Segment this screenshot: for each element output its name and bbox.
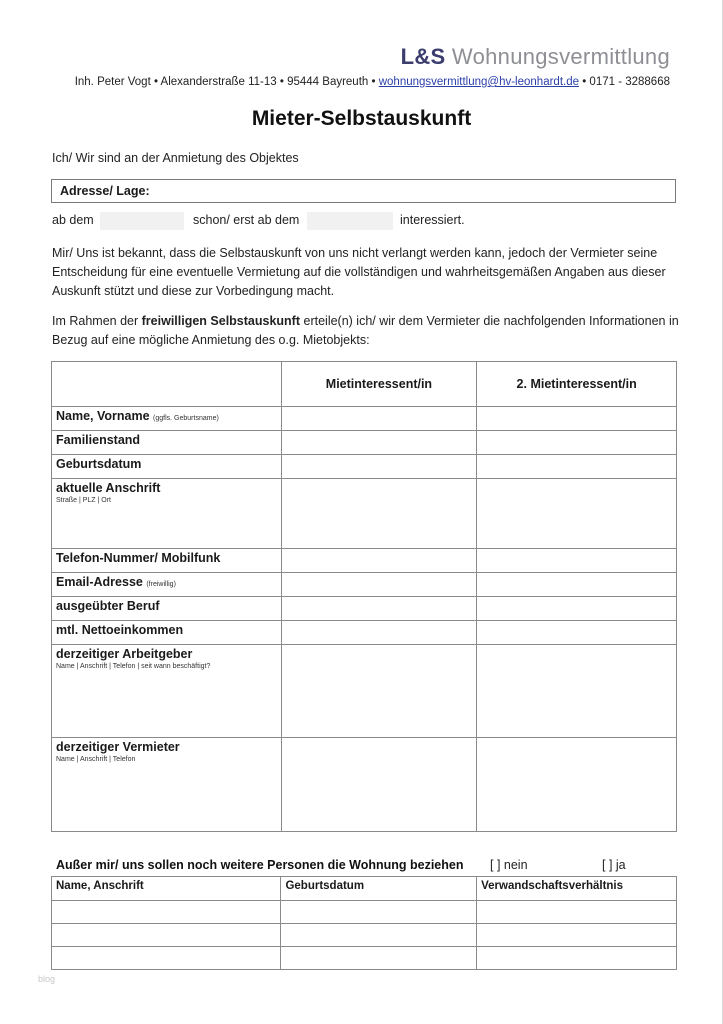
row-label-text: Telefon-Nummer/ Mobilfunk (56, 551, 221, 565)
applicant-2-telefon-cell[interactable] (477, 549, 677, 573)
paragraph2-bold: freiwilligen Selbstauskunft (141, 314, 301, 328)
paragraph-line-1: Mir/ Uns ist bekannt, dass die Selbstauskunft von uns nicht verlangt werden kann, jedoch der Vermieter seine (52, 246, 658, 260)
alt-date-field[interactable] (307, 212, 393, 230)
row-label-text: Familienstand (56, 433, 141, 447)
row-label-note: (ggfls. Geburtsname) (153, 415, 219, 422)
address-field[interactable] (51, 179, 676, 203)
logo-name: Wohnungsvermittlung (451, 44, 670, 69)
row-label-email (52, 573, 282, 597)
table-row (52, 738, 677, 832)
person-birthdate-cell[interactable] (281, 924, 477, 947)
applicant-1-einkommen-cell[interactable] (281, 621, 477, 645)
applicant-2-geburtsdatum-cell[interactable] (477, 455, 677, 479)
table-row (52, 479, 677, 549)
applicant-2-email-cell[interactable] (477, 573, 677, 597)
table-row (52, 573, 677, 597)
table-row (52, 621, 677, 645)
table-row (52, 901, 677, 924)
option-yes-checkbox[interactable]: [ ] ja (602, 858, 626, 872)
table-row (52, 645, 677, 738)
col-header-geburtsdatum: Geburtsdatum (281, 877, 477, 901)
logo-brand: L&S (400, 44, 446, 69)
table-header-row (52, 362, 677, 407)
applicant-1-name-cell[interactable] (281, 407, 477, 431)
person-relation-cell[interactable] (477, 924, 677, 947)
person-birthdate-cell[interactable] (281, 901, 477, 924)
address-label: Adresse/ Lage: (60, 184, 150, 198)
row-label-text: Email-Adresse (56, 575, 143, 589)
paragraph2-post: erteile(n) ich/ wir dem Vermieter die nachfolgenden Informationen in (303, 314, 679, 328)
paragraph2-line-1 (52, 311, 679, 331)
row-label-familienstand (52, 431, 282, 455)
table-row (52, 455, 677, 479)
person-name-cell[interactable] (52, 924, 281, 947)
more-persons-question: Außer mir/ uns sollen noch weitere Personen die Wohnung beziehen (56, 858, 464, 872)
applicant-table (51, 361, 677, 832)
table-row (52, 947, 677, 970)
person-birthdate-cell[interactable] (281, 947, 477, 970)
applicant-1-beruf-cell[interactable] (281, 597, 477, 621)
row-label-anschrift (52, 479, 282, 549)
row-label-text: derzeitiger Arbeitgeber (56, 647, 193, 661)
person-name-cell[interactable] (52, 947, 281, 970)
applicant-1-telefon-cell[interactable] (281, 549, 477, 573)
row-label-arbeitgeber (52, 645, 282, 738)
table-row (52, 924, 677, 947)
contact-suffix: • 0171 - 3288668 (582, 76, 670, 88)
person-relation-cell[interactable] (477, 901, 677, 924)
applicant-2-vermieter-cell[interactable] (477, 738, 677, 832)
page-title: Mieter-Selbstauskunft (251, 107, 472, 130)
row-label-text: ausgeübter Beruf (56, 599, 160, 613)
applicant-2-einkommen-cell[interactable] (477, 621, 677, 645)
email-link[interactable]: wohnungsvermittlung@hv-leonhardt.de (378, 76, 579, 88)
col-header-applicant-2: 2. Mietinteressent/in (477, 362, 677, 407)
watermark: blog (38, 974, 56, 984)
row-label-geburtsdatum (52, 455, 282, 479)
date-line-ab-dem: ab dem (52, 213, 94, 227)
row-label-text: Geburtsdatum (56, 457, 142, 471)
applicant-2-anschrift-cell[interactable] (477, 479, 677, 549)
row-label-telefon (52, 549, 282, 573)
company-logo (401, 44, 670, 70)
row-label-text: mtl. Nettoeinkommen (56, 623, 184, 637)
paragraph-line-2: Entscheidung für eine eventuelle Vermietung auf die vollständigen und wahrheitsgemäßen Angaben aus dieser (52, 265, 666, 279)
applicant-1-arbeitgeber-cell[interactable] (281, 645, 477, 738)
person-name-cell[interactable] (52, 901, 281, 924)
row-label-sub: Name | Anschrift | Telefon | seit wann beschäftigt? (56, 663, 211, 670)
option-no-checkbox[interactable]: [ ] nein (490, 858, 528, 872)
row-label-vermieter (52, 738, 282, 832)
contact-line (75, 76, 670, 88)
row-label-note: (freiwillig) (146, 581, 176, 588)
person-relation-cell[interactable] (477, 947, 677, 970)
persons-table (51, 876, 677, 970)
row-label-text: aktuelle Anschrift (56, 481, 161, 495)
persons-header-row (52, 877, 677, 901)
contact-prefix: Inh. Peter Vogt • Alexanderstraße 11-13 • 95444 Bayreuth • (74, 76, 376, 88)
applicant-1-vermieter-cell[interactable] (281, 738, 477, 832)
row-label-einkommen (52, 621, 282, 645)
row-label-text: Name, Vorname (56, 409, 150, 423)
table-row (52, 431, 677, 455)
header-empty-cell (52, 362, 282, 407)
row-label-sub: Name | Anschrift | Telefon (56, 756, 136, 763)
col-header-verwandschaft: Verwandschaftsverhältnis (477, 877, 677, 901)
applicant-1-familienstand-cell[interactable] (281, 431, 477, 455)
start-date-field[interactable] (100, 212, 184, 230)
applicant-2-familienstand-cell[interactable] (477, 431, 677, 455)
row-label-sub: Straße | PLZ | Ort (56, 497, 111, 504)
applicant-1-anschrift-cell[interactable] (281, 479, 477, 549)
applicant-1-geburtsdatum-cell[interactable] (281, 455, 477, 479)
paragraph-line-3: Auskunft stützt und diese zur Vorbedingung macht. (52, 284, 335, 298)
intro-text: Ich/ Wir sind an der Anmietung des Objektes (52, 151, 299, 165)
paragraph2-pre: Im Rahmen der (52, 314, 139, 328)
row-label-name (52, 407, 282, 431)
date-line-schon: schon/ erst ab dem (193, 213, 300, 227)
row-label-text: derzeitiger Vermieter (56, 740, 180, 754)
paragraph2-line-2: Bezug auf eine mögliche Anmietung des o.g. Mietobjekts: (52, 333, 370, 347)
date-line-interessiert: interessiert. (400, 213, 465, 227)
applicant-1-email-cell[interactable] (281, 573, 477, 597)
table-row (52, 407, 677, 431)
applicant-2-name-cell[interactable] (477, 407, 677, 431)
col-header-name: Name, Anschrift (52, 877, 281, 901)
table-row (52, 549, 677, 573)
applicant-2-arbeitgeber-cell[interactable] (477, 645, 677, 738)
col-header-applicant-1: Mietinteressent/in (281, 362, 477, 407)
applicant-2-beruf-cell[interactable] (477, 597, 677, 621)
row-label-beruf (52, 597, 282, 621)
table-row (52, 597, 677, 621)
